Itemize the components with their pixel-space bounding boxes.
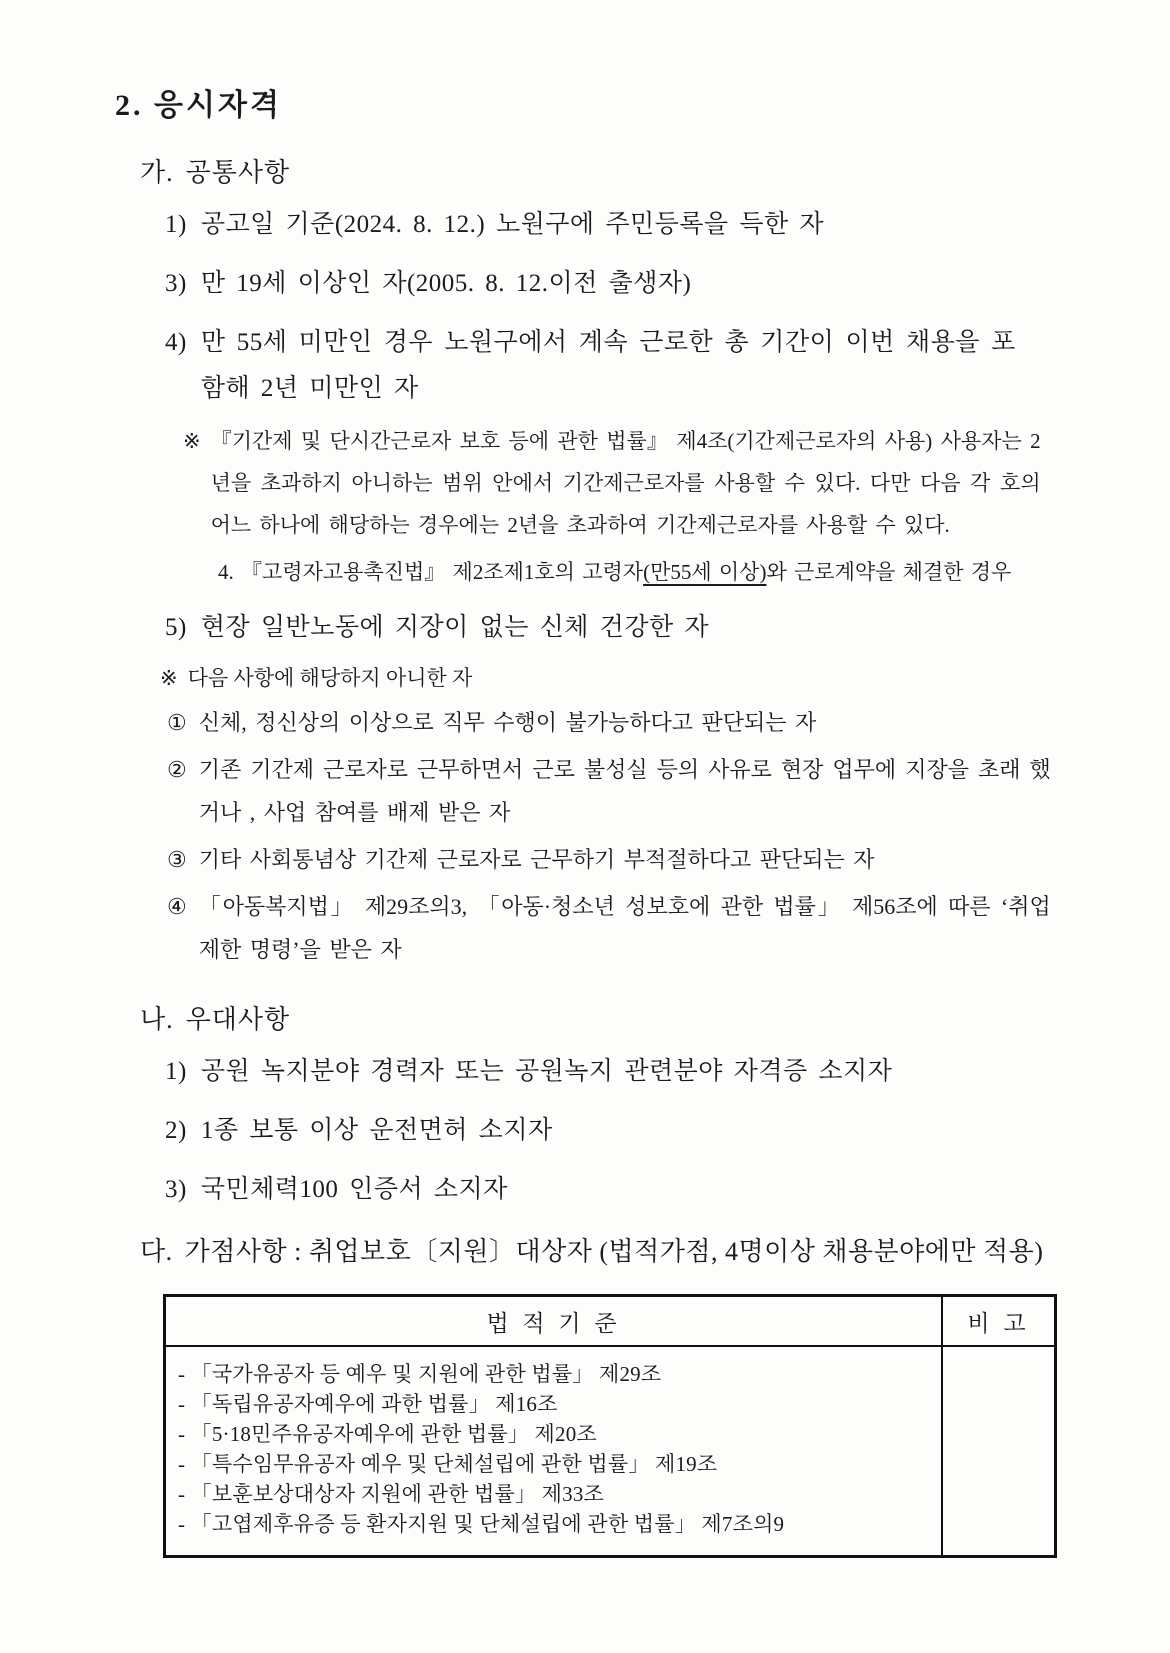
law-reference-note-text: 『기간제 및 단시간근로자 보호 등에 관한 법률』 제4조(기간제근로자의 사용) 사용자는 2년을 초과하지 아니하는 범위 안에서 기간제근로자를 사용할 수 있다. 다만 다음 각 호의 어느 하나에 해당하는 경우에는 2년을 초과하여 기간제근로자를 사용할 수 있다. xyxy=(210,429,1041,537)
aged-worker-note-underlined: (만55세 이상) xyxy=(643,560,767,584)
list-item-text: 국민체력100 인증서 소지자 xyxy=(200,1176,508,1203)
exclusion-item xyxy=(167,885,1115,971)
circled-number-icon: ② xyxy=(167,757,187,782)
section-da-title: 가점사항 : 취업보호〔지원〕대상자 (법적가점, 4명이상 채용분야에만 적용) xyxy=(184,1237,1044,1266)
circled-number-icon: ③ xyxy=(167,847,187,872)
section-na-heading xyxy=(140,999,1115,1036)
exclusion-item-text: 신체, 정신상의 이상으로 직무 수행이 불가능하다고 판단되는 자 xyxy=(198,710,817,735)
legal-criteria-header: 법 적 기 준 xyxy=(166,1297,941,1347)
list-item xyxy=(165,1108,1115,1154)
list-item-text: 1종 보통 이상 운전면허 소지자 xyxy=(200,1117,553,1144)
section-da-heading xyxy=(140,1231,1115,1268)
reference-mark-icon: ※ xyxy=(160,666,178,690)
list-item-marker: 3) xyxy=(165,270,187,297)
aged-worker-note xyxy=(218,552,1115,592)
remark-header: 비 고 xyxy=(941,1297,1054,1347)
legal-criteria-row: - 「보훈보상대상자 지원에 관한 법률」 제33조 xyxy=(178,1482,605,1506)
legal-criteria-cell xyxy=(166,1347,941,1555)
list-item-text: 공고일 기준(2024. 8. 12.) 노원구에 주민등록을 득한 자 xyxy=(200,211,825,238)
list-item xyxy=(165,320,1115,412)
remark-cell xyxy=(941,1347,1054,1555)
list-item xyxy=(165,1167,1115,1213)
list-item-marker: 1) xyxy=(165,211,187,238)
circled-number-icon: ① xyxy=(167,710,187,735)
section-ga-heading xyxy=(140,152,1115,189)
list-item-marker: 3) xyxy=(165,1176,187,1203)
list-item-marker: 4) xyxy=(165,329,187,356)
legal-criteria-row: - 「국가유공자 등 예우 및 지원에 관한 법률」 제29조 xyxy=(178,1362,662,1386)
legal-criteria-row: - 「특수임무유공자 예우 및 단체설립에 관한 법률」 제19조 xyxy=(178,1452,718,1476)
list-item-text: 만 55세 미만인 경우 노원구에서 계속 근로한 총 기간이 이번 채용을 포함해 2년 미만인 자 xyxy=(200,329,1016,402)
section-na-label: 나. xyxy=(140,1005,174,1034)
list-item-text: 만 19세 이상인 자(2005. 8. 12.이전 출생자) xyxy=(200,270,692,297)
list-item xyxy=(165,605,1115,651)
list-item-text: 현장 일반노동에 지장이 없는 신체 건강한 자 xyxy=(200,614,710,641)
exclusion-item-text: 기타 사회통념상 기간제 근로자로 근무하기 부적절하다고 판단되는 자 xyxy=(198,847,875,872)
exclusion-item-text: 기존 기간제 근로자로 근무하면서 근로 불성실 등의 사유로 현장 업무에 지장을 초래 했거나 , 사업 참여를 배제 받은 자 xyxy=(198,757,1051,825)
section-ga-title: 공통사항 xyxy=(185,158,291,187)
circled-number-icon: ④ xyxy=(167,894,187,919)
exclusion-item-text: 「아동복지법」 제29조의3, 「아동·청소년 성보호에 관한 법률」 제56조에 따른 ‘취업 제한 명령’을 받은 자 xyxy=(198,894,1051,962)
list-item-marker: 2) xyxy=(165,1117,187,1144)
list-item-text: 공원 녹지분야 경력자 또는 공원녹지 관련분야 자격증 소지자 xyxy=(200,1058,893,1085)
legal-criteria-row: - 「고엽제후유증 등 환자지원 및 단체설립에 관한 법률」 제7조의9 xyxy=(178,1512,785,1536)
legal-criteria-row: - 「독립유공자예우에 과한 법률」 제16조 xyxy=(178,1392,558,1416)
exclusion-intro-text: 다음 사항에 해당하지 아니한 자 xyxy=(187,666,473,690)
aged-worker-note-suffix: 와 근로계약을 체결한 경우 xyxy=(766,560,1012,584)
exclusion-item xyxy=(167,838,1115,881)
exclusion-item xyxy=(167,748,1115,834)
reference-mark-icon: ※ xyxy=(183,429,201,453)
section-na-title: 우대사항 xyxy=(185,1005,291,1034)
list-item xyxy=(165,1049,1115,1095)
page-title: 2. 응시자격 xyxy=(115,89,282,122)
list-item xyxy=(165,261,1115,307)
legal-criteria-table xyxy=(163,1294,1057,1558)
law-reference-note xyxy=(183,420,1115,546)
exclusion-intro-note xyxy=(160,659,1115,697)
exclusion-item xyxy=(167,701,1115,744)
section-da-label: 다. xyxy=(140,1237,173,1266)
list-item-marker: 1) xyxy=(165,1058,187,1085)
section-ga-label: 가. xyxy=(140,158,174,187)
aged-worker-note-prefix: 4. 『고령자고용촉진법』 제2조제1호의 고령자 xyxy=(218,560,644,584)
list-item-marker: 5) xyxy=(165,614,187,641)
list-item xyxy=(165,202,1115,248)
legal-criteria-row: - 「5·18민주유공자예우에 관한 법률」 제20조 xyxy=(178,1422,597,1446)
